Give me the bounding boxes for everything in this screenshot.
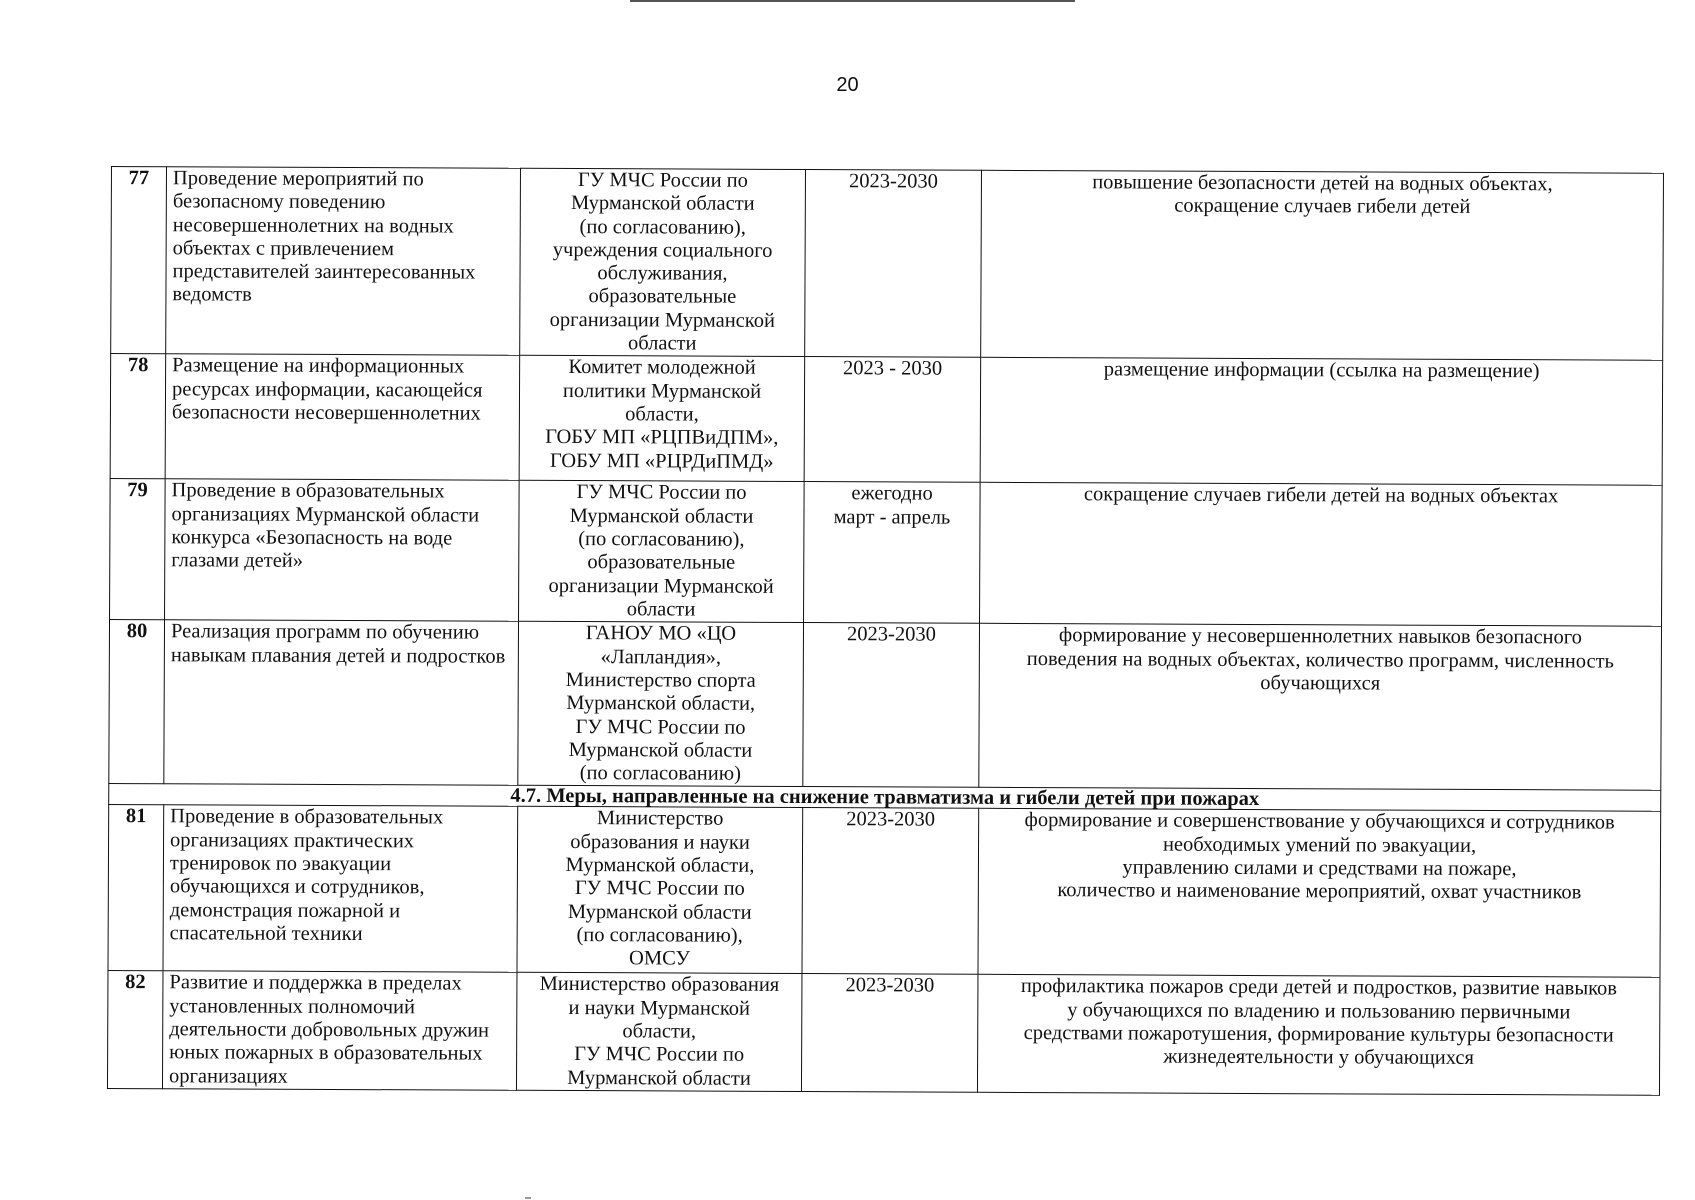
executor-line: ОМСУ [629, 947, 691, 970]
executor-line: ГОБУ МП «РЦРДиПМД» [549, 449, 774, 473]
result-line: формирование у несовершеннолетних навыков безопасного [1058, 624, 1582, 649]
measure-name: Размещение на информационных ресурсах информации, касающейся безопасности несовершеннолетних [165, 354, 520, 481]
result-cell [978, 809, 1661, 978]
result-line: сокращение случаев гибели детей [1174, 194, 1471, 219]
executor-line: ГАНОУ МО «ЦО [585, 622, 737, 646]
result-line: у обучающихся по владению и пользованию первичными [1067, 998, 1571, 1024]
result-line: управлению силами и средствами на пожаре, [1122, 856, 1517, 881]
executor-line: ГУ МЧС России по [574, 877, 745, 901]
executor-line: (по согласованию), [579, 215, 746, 239]
executor-line: ГУ МЧС России по [575, 715, 746, 739]
executors-cell [519, 481, 805, 623]
executor-line: Министерство образования [539, 973, 780, 997]
executor-line: ГОБУ МП «РЦПВиДПМ», [545, 426, 779, 450]
executor-line: области [626, 598, 696, 621]
measure-name: Реализация программ по обучению навыкам плавания детей и подростков [164, 620, 519, 786]
table-row-78 [110, 354, 1663, 486]
result-line: количество и наименование мероприятий, охват участников [1057, 879, 1582, 904]
result-line: размещение информации (ссылка на размещение) [1103, 358, 1540, 383]
table-row-81 [108, 805, 1661, 978]
executor-line: области, [622, 1020, 697, 1043]
result-line: повышение безопасности детей на водных объектах, [1092, 171, 1553, 196]
executor-line: Мурманской области, [566, 692, 756, 716]
executor-line: обслуживания, [597, 262, 728, 285]
executor-line: области, [625, 403, 699, 426]
measure-name: Развитие и поддержка в пределах установленных полномочий деятельности добровольных дружин юных пожарных в образовательных организациях [162, 971, 517, 1091]
executors-cell [519, 356, 805, 482]
result-line: необходимых умений по эвакуации, [1162, 833, 1477, 857]
executor-line: и науки Мурманской [568, 996, 751, 1020]
result-cell [977, 975, 1660, 1096]
executor-line: «Лапландия», [600, 645, 722, 669]
term-cell [802, 808, 979, 975]
executor-line: учреждения социального [552, 238, 773, 262]
result-cell [979, 624, 1662, 791]
result-line: формирование и совершенствование у обучающихся и сотрудников [1024, 809, 1615, 835]
result-line: обучающихся [1260, 671, 1381, 695]
term-cell [804, 357, 981, 483]
executor-line: (по согласованию) [579, 762, 741, 785]
row-number: 77 [111, 167, 167, 355]
table-row-77 [111, 167, 1664, 361]
result-line: поведения на водных объектах, количество программ, численность [1026, 647, 1614, 673]
term-line: ежегодно [851, 482, 933, 505]
executor-line: Мурманской области [569, 504, 754, 528]
table-row-79 [110, 479, 1663, 627]
term-cell [801, 974, 978, 1093]
executor-line: политики Мурманской [562, 379, 762, 403]
term-cell [805, 170, 982, 358]
executor-line: Мурманской области [570, 192, 755, 216]
term-line: март - апрель [833, 505, 951, 529]
executor-line: Министерство [596, 807, 724, 831]
executor-line: Мурманской области, [565, 854, 755, 877]
term-line: 2023-2030 [846, 808, 936, 832]
row-number: 80 [109, 620, 165, 784]
executor-line: ГУ МЧС России по [576, 481, 747, 505]
executor-line: (по согласованию), [576, 923, 743, 947]
page-number: 20 [836, 74, 859, 96]
top-rule [630, 0, 1075, 2]
executors-cell [520, 168, 806, 357]
result-cell [981, 170, 1664, 360]
table-row-82 [107, 971, 1660, 1096]
executor-line: ГУ МЧС России по [574, 1043, 745, 1067]
term-line: 2023-2030 [845, 974, 935, 998]
result-cell [980, 358, 1663, 486]
executor-line: Комитет молодежной [568, 356, 756, 380]
executor-line: (по согласованию), [578, 528, 745, 551]
executor-line: Мурманской области [567, 1066, 751, 1090]
row-number: 81 [108, 805, 164, 971]
result-line: сокращение случаев гибели детей на водных объектах [1083, 483, 1559, 508]
scan-mark [525, 1197, 531, 1199]
executor-line: образовательные [588, 285, 737, 309]
executors-cell [518, 622, 804, 787]
executor-line: ГУ МЧС России по [577, 169, 748, 192]
measure-name: Проведение в образовательных организациях практических тренировок по эвакуации обучающихся и сотрудников, демонстрация пожарной и спасательной техники [163, 805, 518, 973]
executor-line: организации Мурманской [549, 308, 775, 332]
row-number: 78 [110, 354, 166, 479]
term-line: 2023-2030 [846, 623, 936, 646]
result-line: профилактика пожаров среди детей и подростков, развитие навыков [1020, 975, 1618, 1001]
term-line: 2023-2030 [848, 170, 938, 193]
measure-name: Проведение мероприятий по безопасному поведению несовершеннолетних на водных объектах с привлечением представителей заинтересованных ведомств [166, 167, 521, 356]
executor-line: образовательные [587, 551, 736, 574]
result-cell [980, 483, 1663, 627]
row-number: 79 [110, 479, 166, 620]
executor-line: организации Мурманской [548, 574, 774, 598]
result-line: жизнедеятельности у обучающихся [1163, 1045, 1475, 1070]
table-row-80 [109, 620, 1662, 791]
executors-cell [516, 973, 802, 1092]
executors-cell [517, 807, 803, 974]
executor-line: области [627, 332, 697, 355]
section-title: 4.7. Меры, направленные на снижение травматизма и гибели детей при пожарах [109, 784, 1661, 812]
executor-line: Мурманской области [567, 900, 752, 924]
measure-name: Проведение в образовательных организациях Мурманской области конкурса «Безопасность на воде глазами детей» [165, 479, 520, 622]
executor-line: Мурманской области [568, 738, 753, 762]
executor-line: образования и науки [570, 830, 750, 854]
term-line: 2023 - 2030 [843, 357, 943, 381]
term-cell [803, 623, 980, 788]
result-line: средствами пожаротушения, формирование культуры безопасности [1023, 1022, 1614, 1047]
term-cell [804, 482, 981, 624]
executor-line: Министерство спорта [565, 668, 756, 692]
measures-table [107, 166, 1664, 1096]
row-number: 82 [107, 971, 163, 1089]
